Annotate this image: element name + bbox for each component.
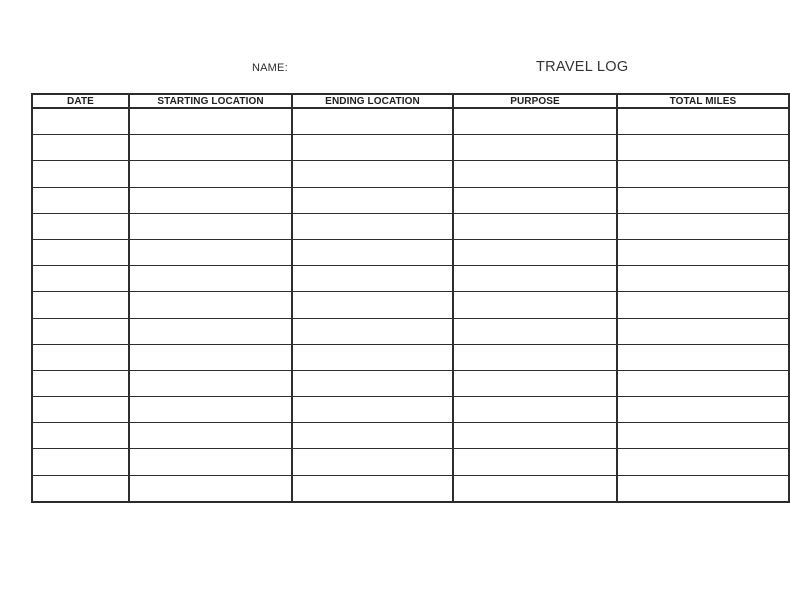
empty-cell-total-miles [617, 108, 789, 135]
empty-cell-date [32, 239, 129, 265]
empty-cell-purpose [453, 135, 617, 161]
table-row [32, 187, 789, 213]
empty-cell-date [32, 135, 129, 161]
table-row [32, 423, 789, 449]
empty-cell-ending-location [292, 239, 453, 265]
empty-cell-total-miles [617, 370, 789, 396]
empty-cell-total-miles [617, 449, 789, 475]
empty-cell-total-miles [617, 239, 789, 265]
empty-cell-starting-location [129, 135, 292, 161]
empty-cell-ending-location [292, 266, 453, 292]
table-row [32, 135, 789, 161]
empty-cell-date [32, 213, 129, 239]
empty-cell-starting-location [129, 397, 292, 423]
table-row [32, 108, 789, 135]
column-header-total-miles: TOTAL MILES [617, 94, 789, 108]
empty-cell-starting-location [129, 239, 292, 265]
empty-cell-date [32, 266, 129, 292]
empty-cell-total-miles [617, 187, 789, 213]
empty-cell-ending-location [292, 213, 453, 239]
empty-cell-date [32, 292, 129, 318]
empty-cell-date [32, 475, 129, 502]
empty-cell-date [32, 370, 129, 396]
empty-cell-purpose [453, 213, 617, 239]
empty-cell-date [32, 423, 129, 449]
empty-cell-purpose [453, 475, 617, 502]
empty-cell-purpose [453, 449, 617, 475]
table-row [32, 161, 789, 187]
empty-cell-ending-location [292, 475, 453, 502]
empty-cell-date [32, 161, 129, 187]
page-title: TRAVEL LOG [536, 59, 629, 75]
empty-cell-total-miles [617, 135, 789, 161]
empty-cell-purpose [453, 370, 617, 396]
empty-cell-starting-location [129, 266, 292, 292]
table-row [32, 213, 789, 239]
empty-cell-purpose [453, 108, 617, 135]
table-row [32, 318, 789, 344]
name-label: NAME: [252, 62, 288, 74]
empty-cell-purpose [453, 397, 617, 423]
empty-cell-total-miles [617, 475, 789, 502]
empty-cell-purpose [453, 187, 617, 213]
table-header [32, 94, 789, 108]
empty-cell-total-miles [617, 344, 789, 370]
empty-cell-total-miles [617, 161, 789, 187]
empty-cell-purpose [453, 423, 617, 449]
empty-cell-starting-location [129, 292, 292, 318]
table-row [32, 475, 789, 502]
empty-cell-purpose [453, 292, 617, 318]
table-row [32, 344, 789, 370]
empty-cell-total-miles [617, 292, 789, 318]
empty-cell-date [32, 318, 129, 344]
column-header-date: DATE [32, 94, 129, 108]
table-header-row [32, 94, 789, 108]
empty-cell-ending-location [292, 108, 453, 135]
empty-cell-total-miles [617, 266, 789, 292]
empty-cell-starting-location [129, 187, 292, 213]
empty-cell-starting-location [129, 344, 292, 370]
empty-cell-ending-location [292, 423, 453, 449]
empty-cell-starting-location [129, 108, 292, 135]
empty-cell-starting-location [129, 423, 292, 449]
travel-log-table [31, 93, 790, 503]
empty-cell-ending-location [292, 187, 453, 213]
table-row [32, 292, 789, 318]
empty-cell-total-miles [617, 213, 789, 239]
column-header-starting-location: STARTING LOCATION [129, 94, 292, 108]
empty-cell-ending-location [292, 449, 453, 475]
empty-cell-date [32, 397, 129, 423]
empty-cell-purpose [453, 239, 617, 265]
table-row [32, 370, 789, 396]
empty-cell-starting-location [129, 449, 292, 475]
empty-cell-starting-location [129, 213, 292, 239]
empty-cell-starting-location [129, 370, 292, 396]
empty-cell-starting-location [129, 475, 292, 502]
empty-cell-date [32, 187, 129, 213]
empty-cell-ending-location [292, 161, 453, 187]
empty-cell-date [32, 449, 129, 475]
table-row [32, 397, 789, 423]
empty-cell-purpose [453, 161, 617, 187]
empty-cell-total-miles [617, 423, 789, 449]
table-row [32, 239, 789, 265]
table-body [32, 108, 789, 502]
column-header-purpose: PURPOSE [453, 94, 617, 108]
empty-cell-purpose [453, 344, 617, 370]
empty-cell-starting-location [129, 318, 292, 344]
empty-cell-date [32, 344, 129, 370]
empty-cell-ending-location [292, 344, 453, 370]
empty-cell-ending-location [292, 370, 453, 396]
empty-cell-starting-location [129, 161, 292, 187]
empty-cell-ending-location [292, 292, 453, 318]
empty-cell-total-miles [617, 397, 789, 423]
empty-cell-ending-location [292, 135, 453, 161]
empty-cell-ending-location [292, 318, 453, 344]
table-row [32, 266, 789, 292]
empty-cell-purpose [453, 266, 617, 292]
empty-cell-ending-location [292, 397, 453, 423]
empty-cell-date [32, 108, 129, 135]
column-header-ending-location: ENDING LOCATION [292, 94, 453, 108]
table-row [32, 449, 789, 475]
empty-cell-total-miles [617, 318, 789, 344]
empty-cell-purpose [453, 318, 617, 344]
